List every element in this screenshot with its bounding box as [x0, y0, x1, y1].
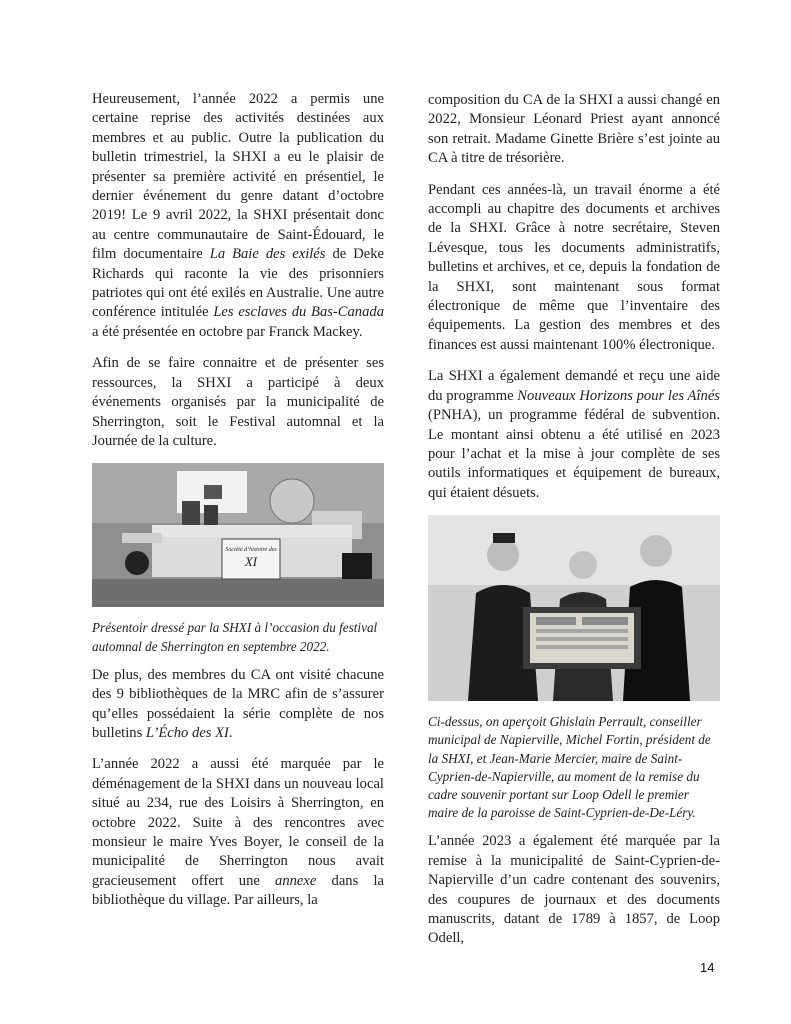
caption-exhibit: Présentoir dressé par la SHXI à l’occasion du festival automnal de Sherrington en septembre 2022.: [92, 620, 378, 654]
bulletin-title: L’Écho des XI: [145, 724, 229, 741]
page-number: 14: [700, 960, 715, 975]
caption-ceremony: Ci-dessus, on aperçoit Ghislain Perrault, conseiller municipal de Napierville, Michel Fortin, président de la SHXI, et Jean-Marie Mercier, maire de Saint-Cyprien-de-Napierville, au moment de la remise du cadre souvenir portant sur Loop Odell le premier maire de la paroisse de Saint-Cyprien-de-De-Léry.: [428, 714, 711, 821]
annexe-word: annexe: [275, 872, 317, 889]
right-column: [428, 91, 720, 961]
paragraph-archives: Pendant ces années-là, un travail énorme a été accompli au chapitre des documents et archives de la SHXI. Grâce à notre secrétaire, Steven Lévesque, tous les documents administratifs, bulletins et archives, et ce, depuis la fondation de la SHXI, sont maintenant sous format électronique de même que l’inventaire des équipements. La gestion des membres et des finances est aussi maintenant 100% électronique.: [428, 181, 720, 353]
paragraph-events: Afin de se faire connaitre et de présenter ses ressources, la SHXI a participé à deux événements organisés par la municipalité de Sherrington, soit le Festival automnal et la Journée de la culture.: [92, 355, 384, 449]
left-column: [92, 90, 384, 923]
paragraph-2023: L’année 2023 a également été marquée par la remise à la municipalité de Saint-Cyprien-de-Napierville d’un cadre contenant des souvenirs, des coupures de journaux et des documents manuscrits, datant de 1789 à 1857, de Loop Odell,: [428, 833, 720, 947]
paragraph-board-change: composition du CA de la SHXI a aussi changé en 2022, Monsieur Léonard Priest ayant annoncé son retrait. Madame Ginette Brière s’est jointe au CA à titre de trésorière.: [428, 92, 720, 167]
exhibit-sign: Société d’histoire des XI: [225, 547, 277, 570]
film-title: La Baie des exilés: [209, 246, 326, 263]
ceremony-photo: [428, 515, 720, 701]
conference-title: Les esclaves du Bas-Canada: [213, 304, 384, 321]
paragraph-libraries: De plus, des membres du CA ont visité chacune des 9 bibliothèques de la MRC afin de s’assurer qu’elles possédaient la série complète de nos bulletins L’Écho des XI.: [92, 666, 384, 741]
paragraph-2022-activities: Heureusement, l’année 2022 a permis une certaine reprise des activités destinées aux membres et au public. Outre la publication du bulletin trimestriel, la SHXI a eu le plaisir de présenter sa première activité en présentiel, le dernier événement du genre datant d’octobre 2019! Le 9 avril 2022, la SHXI présentait donc au centre communautaire de Saint-Édouard, le film documentaire La Baie des exilés de Deke Richards qui raconte la vie des prisonniers patriotes qui ont été exilés en Australie. Une autre conférence intitulée Les esclaves du Bas-Canada a été présentée en octobre par Franck Mackey.: [92, 91, 384, 340]
paragraph-relocation: L’année 2022 a aussi été marquée par le déménagement de la SHXI dans un nouveau local situé au 234, rue des Loisirs à Sherrington, en octobre 2022. Suite à des rencontres avec monsieur le maire Yves Boyer, le conseil de la municipalité de Sherrington nous avait gracieusement offert une annexe dans la bibliothèque du village. Par ailleurs, la: [92, 756, 384, 909]
exhibit-photo: [92, 463, 384, 607]
paragraph-pnha: La SHXI a également demandé et reçu une aide du programme Nouveaux Horizons pour les Aînés (PNHA), un programme fédéral de subvention. Le montant ainsi obtenu a été utilisé en 2023 pour l’achat et la mise à jour complète de ses outils informatiques et équipement de bureaux, qui étaient désuets.: [428, 368, 720, 501]
exhibit-photo-illustration: [92, 463, 384, 607]
ceremony-photo-illustration: [428, 515, 720, 701]
program-title: Nouveaux Horizons pour les Aînés: [517, 387, 720, 404]
